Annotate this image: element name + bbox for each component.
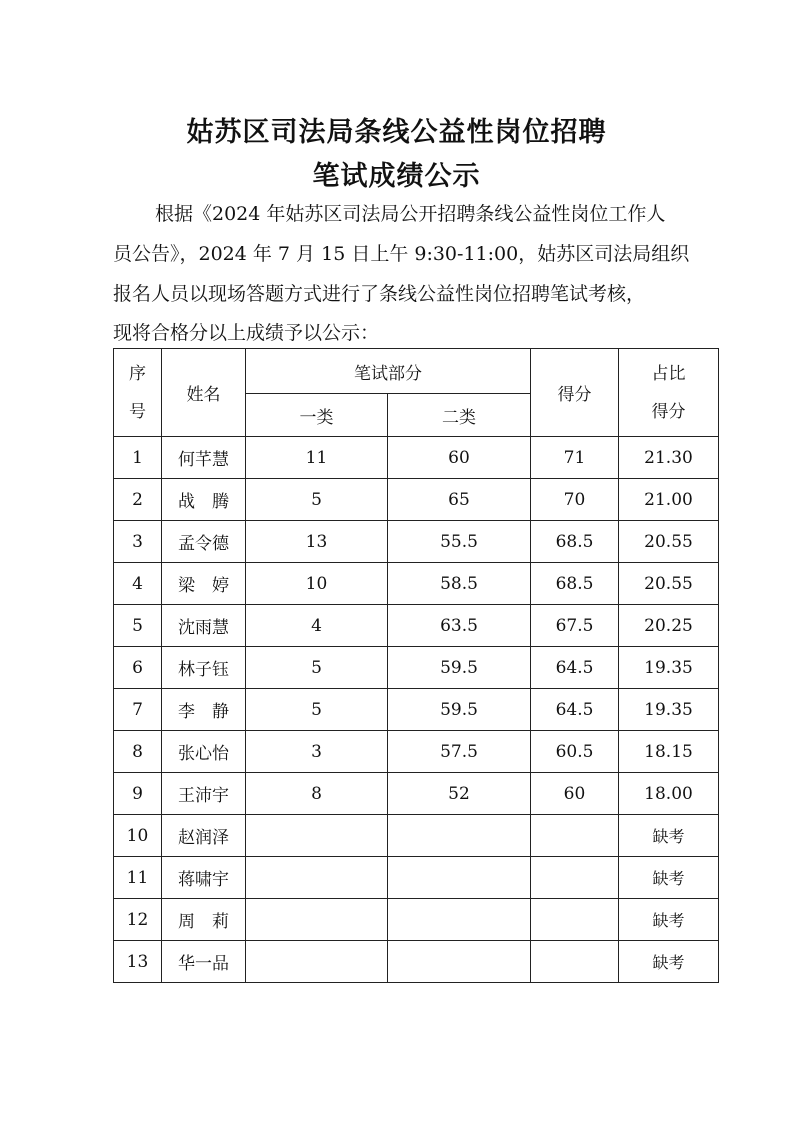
cell-type1 <box>246 815 388 857</box>
cell-score: 68.5 <box>531 521 619 563</box>
cell-type2: 59.5 <box>388 647 531 689</box>
cell-type2: 65 <box>388 479 531 521</box>
table-row <box>114 815 719 857</box>
cell-type1 <box>246 941 388 983</box>
cell-ratio: 缺考 <box>619 941 719 983</box>
header-ratio-bottom: 得分 <box>651 401 686 422</box>
header-score: 得分 <box>531 349 619 437</box>
cell-score <box>531 857 619 899</box>
cell-seq: 7 <box>114 689 162 731</box>
cell-type1 <box>246 899 388 941</box>
cell-score: 64.5 <box>531 647 619 689</box>
cell-name: 李 静 <box>162 689 246 731</box>
header-ratio-top: 占比 <box>651 363 686 384</box>
table-row <box>114 647 719 689</box>
cell-seq: 1 <box>114 437 162 479</box>
table-row <box>114 773 719 815</box>
cell-score: 71 <box>531 437 619 479</box>
cell-seq: 9 <box>114 773 162 815</box>
cell-type1: 10 <box>246 563 388 605</box>
cell-type2 <box>388 815 531 857</box>
cell-score: 70 <box>531 479 619 521</box>
cell-seq: 2 <box>114 479 162 521</box>
cell-score <box>531 899 619 941</box>
cell-ratio: 20.55 <box>619 563 719 605</box>
score-table <box>113 348 719 983</box>
cell-type2 <box>388 857 531 899</box>
table-row <box>114 605 719 647</box>
cell-ratio: 19.35 <box>619 647 719 689</box>
cell-name: 孟令德 <box>162 521 246 563</box>
cell-name: 沈雨慧 <box>162 605 246 647</box>
cell-type2: 52 <box>388 773 531 815</box>
table-row <box>114 941 719 983</box>
cell-score: 68.5 <box>531 563 619 605</box>
cell-score <box>531 941 619 983</box>
cell-type2 <box>388 899 531 941</box>
table-row <box>114 857 719 899</box>
cell-name: 战 腾 <box>162 479 246 521</box>
cell-type1: 5 <box>246 479 388 521</box>
table-row <box>114 563 719 605</box>
cell-type2: 60 <box>388 437 531 479</box>
cell-type2: 63.5 <box>388 605 531 647</box>
cell-ratio: 18.15 <box>619 731 719 773</box>
cell-score <box>531 815 619 857</box>
cell-type1: 4 <box>246 605 388 647</box>
cell-type2: 57.5 <box>388 731 531 773</box>
cell-ratio: 20.55 <box>619 521 719 563</box>
cell-type1: 13 <box>246 521 388 563</box>
header-type2: 二类 <box>388 394 531 437</box>
cell-score: 67.5 <box>531 605 619 647</box>
cell-score: 64.5 <box>531 689 619 731</box>
table-row <box>114 731 719 773</box>
cell-ratio: 21.00 <box>619 479 719 521</box>
table-row <box>114 479 719 521</box>
paragraph-line-4: 现将合格分以上成绩予以公示： <box>113 322 380 344</box>
cell-seq: 8 <box>114 731 162 773</box>
header-seq <box>114 349 162 437</box>
cell-name: 王沛宇 <box>162 773 246 815</box>
cell-type1 <box>246 857 388 899</box>
cell-name: 蒋啸宇 <box>162 857 246 899</box>
cell-ratio: 19.35 <box>619 689 719 731</box>
cell-name: 张心怡 <box>162 731 246 773</box>
cell-type1: 5 <box>246 647 388 689</box>
cell-seq: 3 <box>114 521 162 563</box>
cell-seq: 6 <box>114 647 162 689</box>
cell-type1: 11 <box>246 437 388 479</box>
header-type1: 一类 <box>246 394 388 437</box>
table-row <box>114 689 719 731</box>
cell-name: 梁 婷 <box>162 563 246 605</box>
cell-score: 60 <box>531 773 619 815</box>
cell-seq: 4 <box>114 563 162 605</box>
cell-ratio: 20.25 <box>619 605 719 647</box>
cell-type1: 5 <box>246 689 388 731</box>
cell-name: 赵润泽 <box>162 815 246 857</box>
cell-type2 <box>388 941 531 983</box>
cell-type2: 59.5 <box>388 689 531 731</box>
cell-ratio: 缺考 <box>619 815 719 857</box>
cell-ratio: 18.00 <box>619 773 719 815</box>
cell-ratio: 缺考 <box>619 899 719 941</box>
document-title-line-1: 姑苏区司法局条线公益性岗位招聘 <box>186 117 607 148</box>
paragraph-line-3: 报名人员以现场答题方式进行了条线公益性岗位招聘笔试考核， <box>113 283 646 305</box>
table-row <box>114 899 719 941</box>
cell-type1: 3 <box>246 731 388 773</box>
header-seq-top: 序 <box>129 363 146 384</box>
header-name: 姓名 <box>162 349 246 437</box>
cell-name: 华一品 <box>162 941 246 983</box>
cell-seq: 10 <box>114 815 162 857</box>
cell-seq: 5 <box>114 605 162 647</box>
cell-seq: 12 <box>114 899 162 941</box>
table-row <box>114 521 719 563</box>
cell-ratio: 缺考 <box>619 857 719 899</box>
paragraph-line-2: 员公告》，2024 年 7 月 15 日上午 9:30-11:00，姑苏区司法局组织 <box>113 243 690 265</box>
cell-score: 60.5 <box>531 731 619 773</box>
cell-type2: 58.5 <box>388 563 531 605</box>
document-title-line-2: 笔试成绩公示 <box>312 161 481 192</box>
cell-name: 何芊慧 <box>162 437 246 479</box>
cell-name: 林子钰 <box>162 647 246 689</box>
header-written: 笔试部分 <box>246 349 531 394</box>
header-seq-bottom: 号 <box>129 401 146 422</box>
cell-type2: 55.5 <box>388 521 531 563</box>
table-header-row-1 <box>114 349 719 394</box>
cell-type1: 8 <box>246 773 388 815</box>
cell-ratio: 21.30 <box>619 437 719 479</box>
cell-seq: 13 <box>114 941 162 983</box>
table-row <box>114 437 719 479</box>
header-ratio <box>619 349 719 437</box>
paragraph-line-1: 根据《2024 年姑苏区司法局公开招聘条线公益性岗位工作人 <box>155 203 666 225</box>
cell-seq: 11 <box>114 857 162 899</box>
cell-name: 周 莉 <box>162 899 246 941</box>
